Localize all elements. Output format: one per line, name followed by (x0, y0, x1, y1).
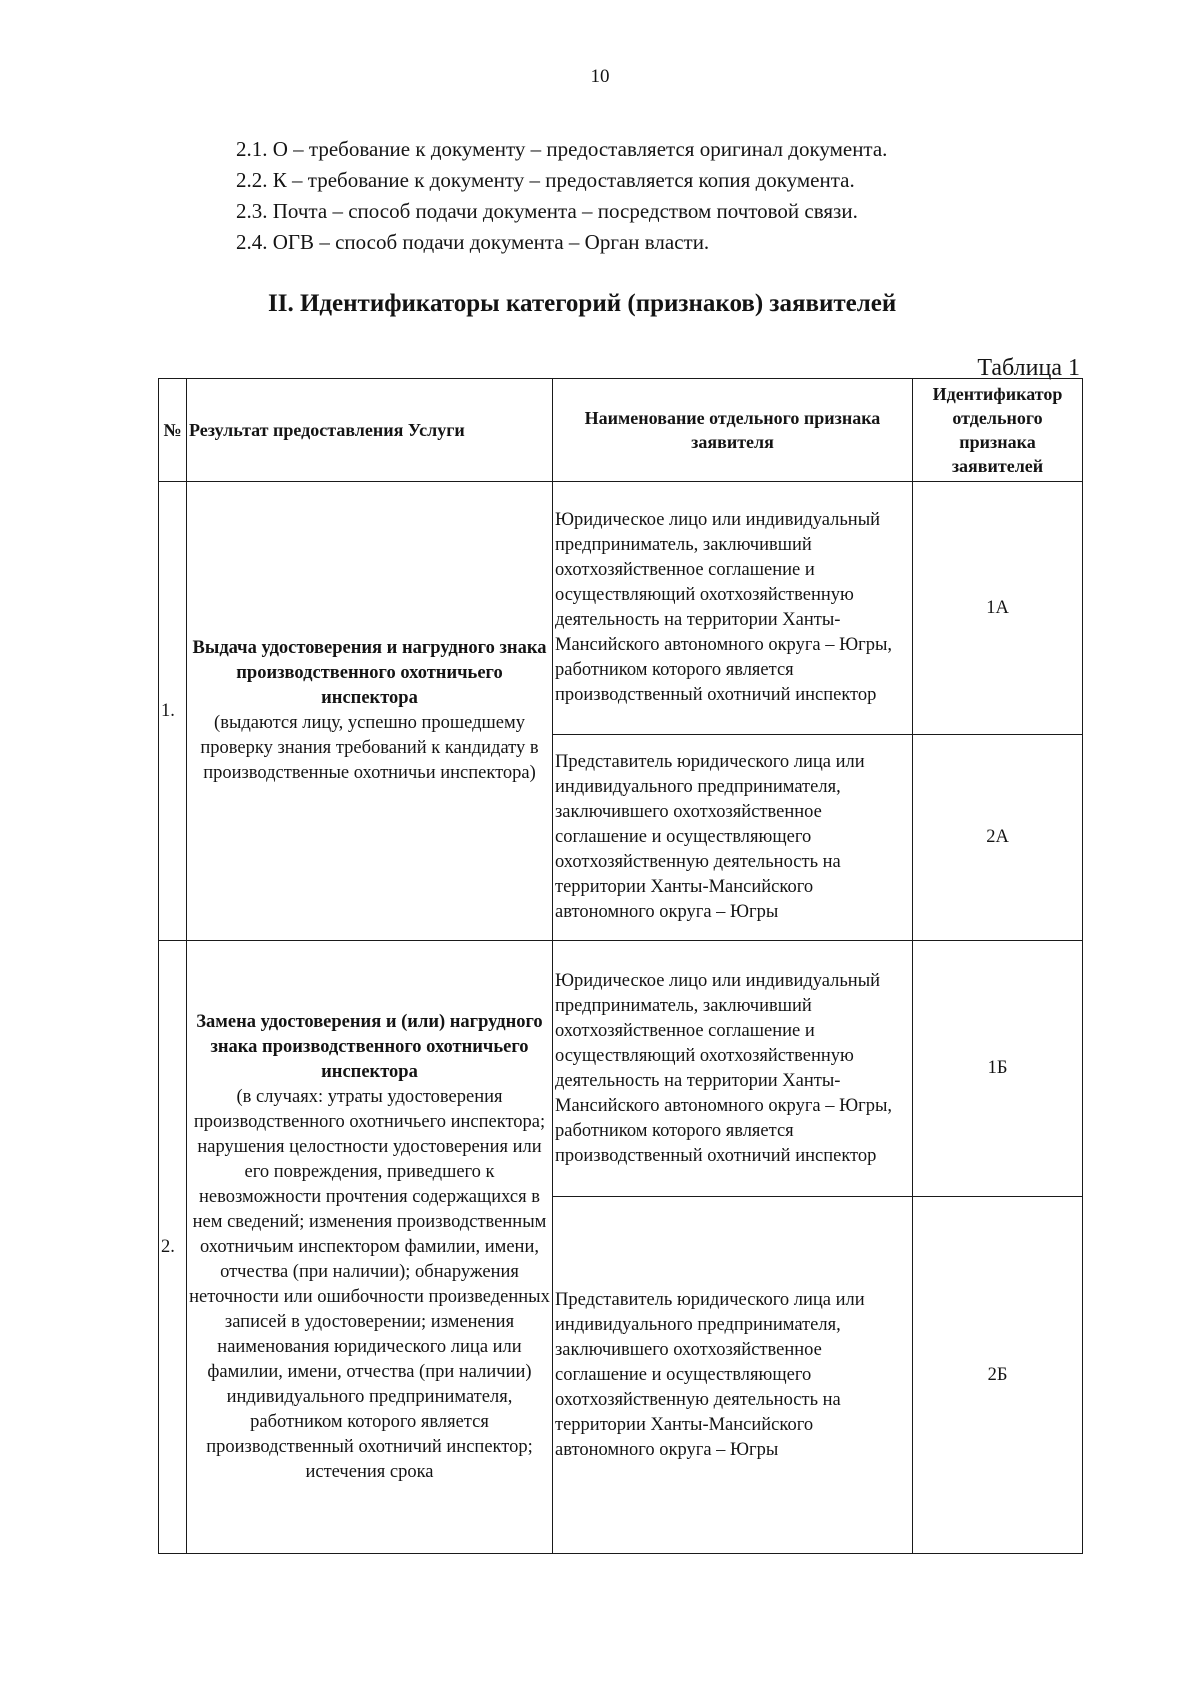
applicant-feature-id: 2Б (913, 1197, 1083, 1554)
row-number: 1. (159, 482, 187, 941)
service-result-note: (в случаях: утраты удостоверения производственного охотничьего инспектора; нарушения целостности удостоверения или его повреждения, приведшего к невозможности прочтения содержащихся в нем сведений; изменения производственным охотничьим инспектором фамилии, имени, отчества (при наличии); обнаружения неточности или ошибочности произведенных записей в удостоверении; изменения наименования юридического лица или фамилии, имени, отчества (при наличии) индивидуального предпринимателя, работником которого является производственный охотничий инспектор; истечения срока (189, 1086, 550, 1482)
applicant-categories-table (158, 378, 1083, 1554)
service-result-cell (187, 482, 553, 941)
service-result-note: (выдаются лицу, успешно прошедшему проверку знания требований к кандидату в производственные охотничьи инспектора) (200, 713, 539, 783)
table-row (159, 941, 1083, 1197)
applicant-feature-id: 2А (913, 735, 1083, 941)
row-number: 2. (159, 941, 187, 1554)
header-id: Идентификатор отдельного признака заявителей (913, 379, 1083, 482)
applicant-feature-name: Юридическое лицо или индивидуальный предприниматель, заключивший охотхозяйственное соглашение и осуществляющий охотхозяйственную деятельность на территории Ханты-Мансийского автономного округа – Югры, работником которого является производственный охотничий инспектор (553, 482, 913, 735)
table-caption: Таблица 1 (977, 355, 1080, 381)
legend-item: 2.4. ОГВ – способ подачи документа – Орган власти. (236, 230, 710, 254)
service-result-title: Выдача удостоверения и нагрудного знака производственного охотничьего инспектора (192, 638, 547, 708)
service-result-title: Замена удостоверения и (или) нагрудного знака производственного охотничьего инспектора (196, 1011, 543, 1082)
section-title: II. Идентификаторы категорий (признаков) заявителей (268, 290, 897, 317)
table-row (159, 482, 1083, 735)
legend-list (236, 134, 887, 258)
header-name: Наименование отдельного признака заявителя (553, 379, 913, 482)
legend-item: 2.2. К – требование к документу – предоставляется копия документа. (236, 168, 855, 192)
applicant-feature-name: Представитель юридического лица или индивидуального предпринимателя, заключившего охотхозяйственное соглашение и осуществляющего охотхозяйственную деятельность на территории Ханты-Мансийского автономного округа – Югры (553, 1197, 913, 1554)
legend-item: 2.3. Почта – способ подачи документа – посредством почтовой связи. (236, 199, 858, 223)
applicant-feature-name: Представитель юридического лица или индивидуального предпринимателя, заключившего охотхозяйственное соглашение и осуществляющего охотхозяйственную деятельность на территории Ханты-Мансийского автономного округа – Югры (553, 735, 913, 941)
header-result: Результат предоставления Услуги (187, 379, 553, 482)
legend-item: 2.1. О – требование к документу – предоставляется оригинал документа. (236, 137, 888, 161)
applicant-feature-id: 1А (913, 482, 1083, 735)
applicant-feature-name: Юридическое лицо или индивидуальный предприниматель, заключивший охотхозяйственное соглашение и осуществляющий охотхозяйственную деятельность на территории Ханты-Мансийского автономного округа – Югры, работником которого является производственный охотничий инспектор (553, 941, 913, 1197)
service-result-cell (187, 941, 553, 1554)
header-num: № (159, 379, 187, 482)
page-number: 10 (590, 66, 610, 87)
table-header-row (159, 379, 1083, 482)
applicant-feature-id: 1Б (913, 941, 1083, 1197)
